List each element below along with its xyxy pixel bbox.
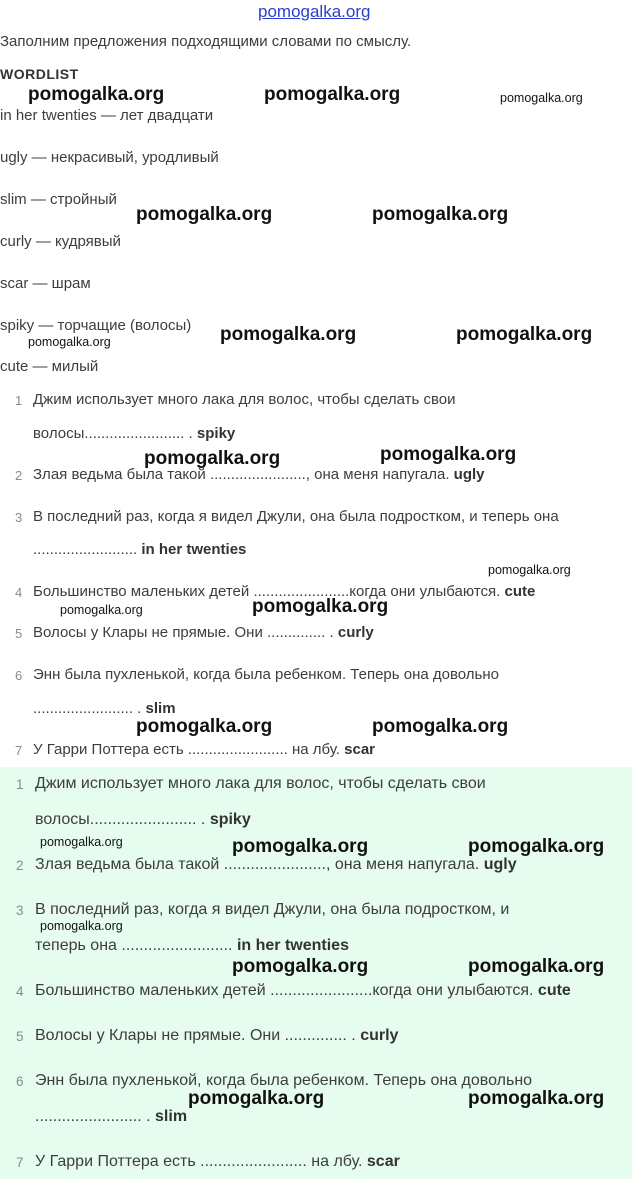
- answer-word: slim: [155, 1108, 188, 1125]
- watermark: pomogalka.org: [232, 836, 369, 857]
- sentence-text: Волосы у Клары не прямые. Они .............. . curly: [33, 624, 374, 641]
- item-number: 2: [15, 468, 23, 483]
- sentence-text: ........................ . slim: [35, 1108, 188, 1125]
- watermark: pomogalka.org: [500, 91, 583, 105]
- answer-word: spiky: [196, 425, 236, 442]
- answer-word: cute: [537, 982, 571, 999]
- sentence-text: У Гарри Поттера есть ........................ на лбу. scar: [33, 741, 376, 758]
- watermark: pomogalka.org: [28, 84, 165, 105]
- sentence-text: Энн была пухленькой, когда была ребенком. Теперь она довольно: [33, 666, 499, 683]
- wordlist-item: in her twenties — лет двадцати: [0, 107, 214, 124]
- watermark: pomogalka.org: [40, 919, 123, 933]
- wordlist-item: slim — стройный: [0, 191, 117, 208]
- watermark: pomogalka.org: [188, 1088, 325, 1109]
- watermark: pomogalka.org: [232, 956, 369, 977]
- sentence-text: волосы........................ . spiky: [33, 425, 236, 442]
- answer-word: scar: [366, 1153, 400, 1170]
- watermark: pomogalka.org: [380, 444, 517, 465]
- sentence-text: ........................ . slim: [33, 700, 176, 717]
- item-number: 3: [16, 903, 24, 918]
- sentence-text: В последний раз, когда я видел Джули, она была подростком, и: [35, 901, 510, 918]
- answer-word: slim: [145, 700, 176, 717]
- sentence-text: ......................... in her twenties: [33, 541, 247, 558]
- answer-word: in her twenties: [236, 937, 349, 954]
- sentence-text: Волосы у Клары не прямые. Они .............. . curly: [35, 1027, 399, 1044]
- answer-word: curly: [337, 624, 374, 641]
- wordlist-item: scar — шрам: [0, 275, 91, 292]
- sentence-text: Энн была пухленькой, когда была ребенком. Теперь она довольно: [35, 1072, 533, 1089]
- sentence-text: Джим использует много лака для волос, чтобы сделать свои: [35, 775, 486, 792]
- sentence-text: волосы........................ . spiky: [35, 811, 251, 828]
- answer-word: curly: [360, 1027, 399, 1044]
- item-number: 2: [16, 858, 24, 873]
- watermark: pomogalka.org: [144, 448, 281, 469]
- sentence-text: В последний раз, когда я видел Джули, она была подростком, и теперь она: [33, 508, 559, 525]
- answer-word: spiky: [209, 811, 251, 828]
- watermark: pomogalka.org: [40, 835, 123, 849]
- site-link[interactable]: pomogalka.org: [258, 2, 371, 21]
- wordlist-title: WORDLIST: [0, 66, 79, 82]
- wordlist-item: ugly — некрасивый, уродливый: [0, 149, 219, 166]
- watermark: pomogalka.org: [60, 603, 143, 617]
- watermark: pomogalka.org: [252, 596, 389, 617]
- answer-word: scar: [344, 741, 376, 758]
- watermark: pomogalka.org: [468, 1088, 605, 1109]
- sentence-text: теперь она ......................... in her twenties: [35, 937, 349, 954]
- item-number: 7: [16, 1155, 24, 1170]
- watermark: pomogalka.org: [468, 956, 605, 977]
- watermark: pomogalka.org: [220, 324, 357, 345]
- item-number: 1: [15, 393, 23, 408]
- wordlist-item: spiky — торчащие (волосы): [0, 317, 192, 334]
- answer-word: ugly: [453, 466, 485, 483]
- watermark: pomogalka.org: [28, 335, 111, 349]
- sentence-text: Злая ведьма была такой ......................., она меня напугала. ugly: [35, 856, 517, 873]
- item-number: 5: [15, 626, 23, 641]
- item-number: 1: [16, 777, 24, 792]
- item-number: 5: [16, 1029, 24, 1044]
- wordlist-item: cute — милый: [0, 358, 99, 375]
- watermark: pomogalka.org: [372, 716, 509, 737]
- item-number: 6: [15, 668, 23, 683]
- watermark: pomogalka.org: [488, 563, 571, 577]
- intro-text: Заполним предложения подходящими словами по смыслу.: [0, 33, 412, 50]
- item-number: 3: [15, 510, 23, 525]
- sentence-text: Джим использует много лака для волос, чтобы сделать свои: [33, 391, 456, 408]
- item-number: 6: [16, 1074, 24, 1089]
- sentence-text: Большинство маленьких детей .......................когда они улыбаются. cute: [35, 982, 571, 999]
- answer-word: cute: [504, 583, 536, 600]
- item-number: 7: [15, 743, 23, 758]
- watermark: pomogalka.org: [372, 204, 509, 225]
- watermark: pomogalka.org: [264, 84, 401, 105]
- sentence-text: Большинство маленьких детей .......................когда они улыбаются. cute: [33, 583, 536, 600]
- wordlist-item: curly — кудрявый: [0, 233, 121, 250]
- item-number: 4: [16, 984, 24, 999]
- watermark: pomogalka.org: [136, 204, 273, 225]
- sentence-text: Злая ведьма была такой ......................., она меня напугала. ugly: [33, 466, 485, 483]
- watermark: pomogalka.org: [468, 836, 605, 857]
- item-number: 4: [15, 585, 23, 600]
- sentence-text: У Гарри Поттера есть ........................ на лбу. scar: [35, 1153, 400, 1170]
- answer-word: ugly: [483, 856, 517, 873]
- watermark: pomogalka.org: [136, 716, 273, 737]
- watermark: pomogalka.org: [456, 324, 593, 345]
- answer-word: in her twenties: [141, 541, 247, 558]
